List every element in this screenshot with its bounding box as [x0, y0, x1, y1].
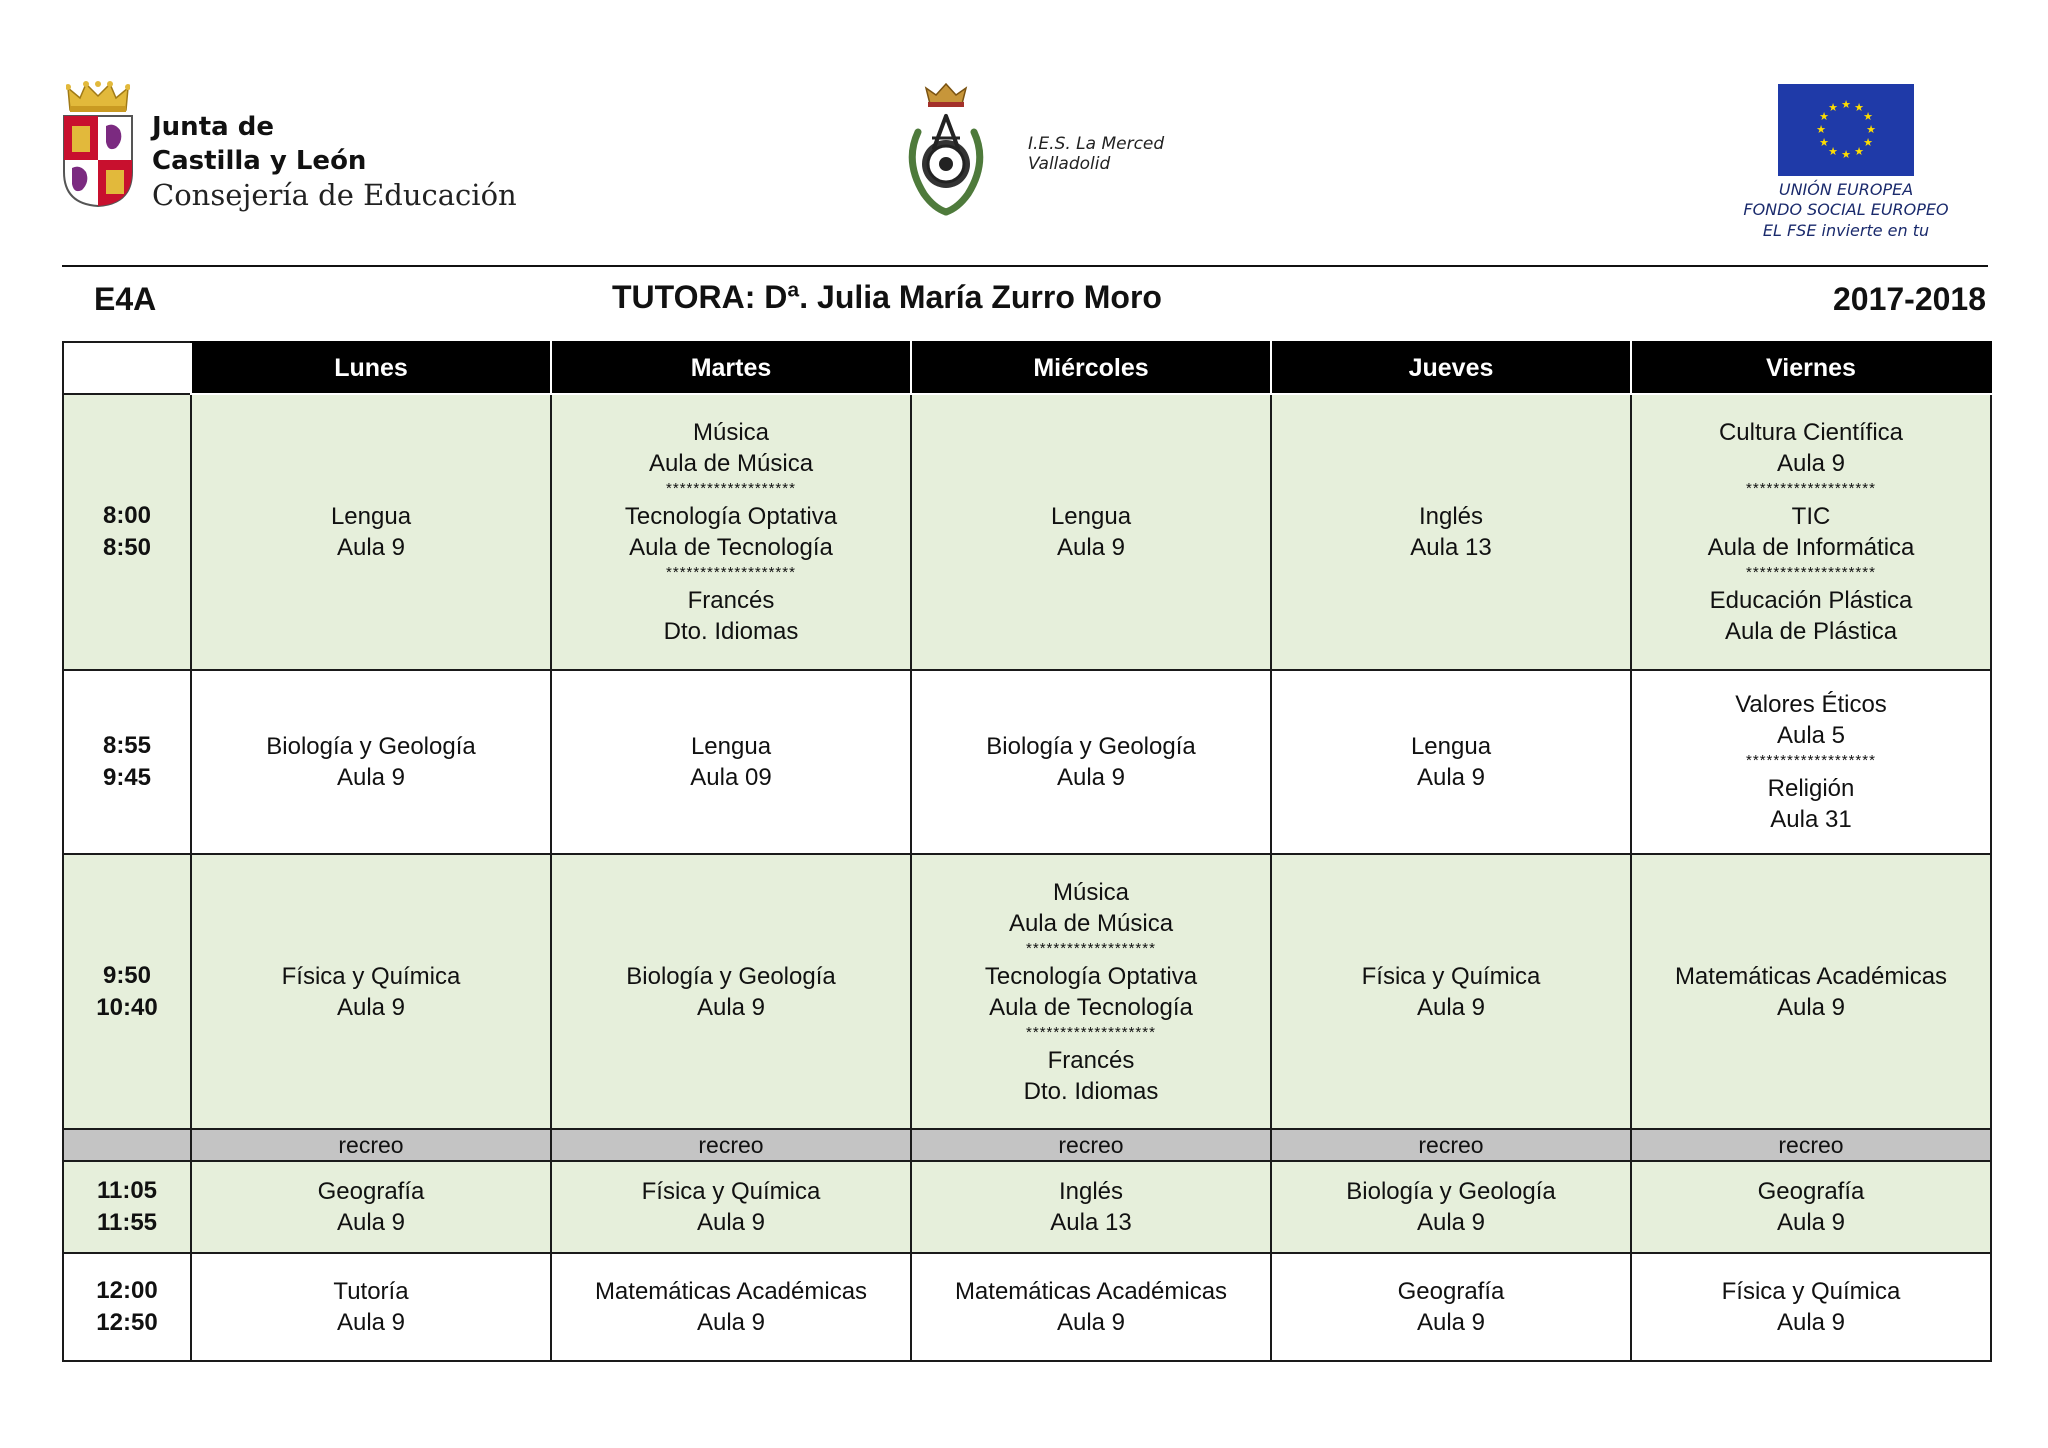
class-cell: [551, 854, 911, 1129]
eu-line-2: FONDO SOCIAL EUROPEO: [1743, 200, 1949, 219]
time-slot-row: [63, 670, 1991, 854]
class-cell: [551, 670, 911, 854]
eu-flag-icon: [1778, 84, 1914, 176]
svg-text:★: ★: [1863, 136, 1873, 149]
day-header-viernes: Viernes: [1631, 342, 1991, 394]
classroom-name: Aula 9: [1056, 534, 1126, 561]
time-cell: [63, 394, 191, 670]
recreo-cell: recreo: [1271, 1129, 1631, 1161]
classroom-name: Aula 9: [1776, 1309, 1846, 1336]
eu-line-1: UNIÓN EUROPEA: [1778, 180, 1914, 199]
class-cell: [191, 1161, 551, 1253]
class-cell: [911, 1161, 1271, 1253]
classroom-name: Aula de Tecnología: [629, 534, 833, 561]
classroom-name: Aula 9: [696, 993, 766, 1021]
class-cell: [1631, 670, 1991, 854]
classroom-name: Aula de Tecnología: [989, 993, 1193, 1021]
slot-start-time: 8:55: [102, 732, 152, 759]
class-cell: [191, 670, 551, 854]
subject-name: Lengua: [1410, 733, 1492, 760]
class-cell: [1271, 1161, 1631, 1253]
option-separator: *******************: [1746, 564, 1876, 581]
classroom-name: Aula 9: [336, 1209, 406, 1236]
class-cell: [551, 1161, 911, 1253]
classroom-name: Aula 9: [1416, 993, 1486, 1021]
svg-text:★: ★: [1841, 148, 1851, 161]
svg-text:★: ★: [1854, 101, 1864, 114]
day-header-jueves: Jueves: [1271, 342, 1631, 394]
recreo-cell: recreo: [551, 1129, 911, 1161]
header-corner: [63, 342, 191, 394]
svg-text:★: ★: [1863, 110, 1873, 123]
slot-end-time: 11:55: [96, 1209, 158, 1236]
jcyl-line-2: Castilla y León: [152, 146, 367, 176]
subject-name: Matemáticas Académicas: [1674, 962, 1948, 990]
class-cell: [551, 394, 911, 670]
day-header-lunes: Lunes: [191, 342, 551, 394]
class-cell: [191, 1253, 551, 1361]
classroom-name: Aula 9: [336, 764, 406, 791]
logo-ies-la-merced: [904, 82, 1204, 222]
slot-start-time: 11:05: [96, 1177, 158, 1204]
classroom-name: Aula 5: [1776, 722, 1846, 749]
ies-city: Valladolid: [1028, 154, 1111, 174]
class-cell: [911, 1253, 1271, 1361]
svg-text:★: ★: [1819, 136, 1829, 149]
timetable: [62, 341, 1992, 1362]
slot-end-time: 12:50: [96, 1309, 158, 1336]
header-divider: [62, 265, 1988, 267]
classroom-name: Aula 09: [690, 764, 772, 791]
time-cell: [63, 1253, 191, 1361]
recreo-cell: recreo: [191, 1129, 551, 1161]
classroom-name: Aula 9: [336, 993, 406, 1021]
group-code: E4A: [94, 281, 157, 317]
subject-name: Música: [692, 419, 770, 446]
classroom-name: Aula 31: [1770, 806, 1852, 833]
subject-name: Geografía: [1397, 1278, 1505, 1305]
subject-name: Tutoría: [333, 1278, 409, 1305]
slot-start-time: 8:00: [102, 502, 152, 529]
subject-name: Lengua: [330, 503, 412, 530]
classroom-name: Aula 9: [1776, 450, 1846, 477]
slot-end-time: 9:45: [102, 764, 152, 791]
classroom-name: Dto. Idiomas: [663, 618, 799, 645]
class-cell: [1271, 670, 1631, 854]
subject-name: Física y Química: [641, 1178, 821, 1205]
subject-name: Matemáticas Académicas: [954, 1278, 1228, 1305]
subject-name: Cultura Científica: [1718, 419, 1904, 446]
day-header-martes: Martes: [551, 342, 911, 394]
svg-text:★: ★: [1819, 110, 1829, 123]
timetable-body: [63, 394, 1991, 1361]
option-separator: *******************: [666, 480, 796, 497]
time-cell: [63, 1161, 191, 1253]
class-cell: [1631, 394, 1991, 670]
option-separator: *******************: [1026, 939, 1156, 957]
time-slot-row: [63, 854, 1991, 1129]
classroom-name: Aula 9: [1056, 764, 1126, 791]
subject-name: Geografía: [1757, 1178, 1865, 1205]
subject-name: Geografía: [317, 1178, 425, 1205]
classroom-name: Dto. Idiomas: [1023, 1077, 1159, 1105]
time-slot-row: [63, 1161, 1991, 1253]
svg-text:★: ★: [1854, 145, 1864, 158]
subject-name: Lengua: [690, 733, 772, 760]
logo-junta-castilla-leon: [62, 80, 517, 212]
class-cell: [191, 854, 551, 1129]
recreo-cell: recreo: [911, 1129, 1271, 1161]
svg-text:★: ★: [1841, 98, 1851, 111]
day-header-miercoles: Miércoles: [911, 342, 1271, 394]
svg-text:★: ★: [1866, 123, 1876, 136]
classroom-name: Aula 9: [336, 534, 406, 561]
school-emblem-icon: [904, 82, 988, 218]
subject-name: Tecnología Optativa: [984, 962, 1198, 990]
subject-name: Biología y Geología: [626, 962, 836, 990]
classroom-name: Aula 13: [1410, 534, 1492, 561]
svg-text:★: ★: [1828, 145, 1838, 158]
recreo-row: [63, 1129, 1991, 1161]
option-separator: *******************: [1746, 480, 1876, 497]
jcyl-line-1: Junta de: [152, 112, 274, 142]
slot-start-time: 12:00: [96, 1277, 158, 1304]
classroom-name: Aula 9: [696, 1209, 766, 1236]
subject-name: Inglés: [1418, 503, 1484, 530]
class-cell: [1271, 1253, 1631, 1361]
subject-name: Matemáticas Académicas: [594, 1278, 868, 1305]
classroom-name: Aula 9: [1056, 1309, 1126, 1336]
jcyl-line-3: Consejería de Educación: [152, 178, 517, 212]
subject-name: Física y Química: [281, 962, 461, 990]
classroom-name: Aula 13: [1050, 1209, 1132, 1236]
classroom-name: Aula 9: [1776, 993, 1846, 1021]
classroom-name: Aula de Música: [648, 450, 814, 477]
option-separator: *******************: [1026, 1023, 1156, 1041]
time-cell: [63, 670, 191, 854]
subject-name: Física y Química: [1721, 1278, 1901, 1305]
classroom-name: Aula de Música: [1008, 909, 1174, 937]
coat-of-arms-icon: [62, 114, 134, 208]
subject-name: Inglés: [1058, 1178, 1124, 1205]
school-year: 2017-2018: [1832, 281, 1986, 317]
time-slot-row: [63, 394, 1991, 670]
classroom-name: Aula 9: [1416, 1309, 1486, 1336]
classroom-name: Aula 9: [1416, 1209, 1486, 1236]
svg-text:★: ★: [1816, 123, 1826, 136]
subject-name: Lengua: [1050, 503, 1132, 530]
classroom-name: Aula 9: [336, 1309, 406, 1336]
classroom-name: Aula 9: [1416, 764, 1486, 791]
class-cell: [911, 394, 1271, 670]
logo-union-europea: [1736, 84, 1956, 244]
recreo-time-cell: [63, 1129, 191, 1161]
class-cell: [911, 670, 1271, 854]
recreo-cell: recreo: [1631, 1129, 1991, 1161]
classroom-name: Aula de Plástica: [1724, 618, 1898, 645]
class-cell: [551, 1253, 911, 1361]
subject-name: Francés: [1047, 1046, 1135, 1074]
class-cell: [911, 854, 1271, 1129]
subject-name: Francés: [687, 587, 775, 614]
svg-text:★: ★: [1828, 101, 1838, 114]
subject-name: Física y Química: [1361, 962, 1541, 990]
time-slot-row: [63, 1253, 1991, 1361]
crown-icon: [66, 80, 130, 114]
subject-name: Biología y Geología: [986, 733, 1196, 760]
class-cell: [1631, 1253, 1991, 1361]
subject-name: Biología y Geología: [1346, 1178, 1556, 1205]
class-cell: [1631, 1161, 1991, 1253]
class-cell: [191, 394, 551, 670]
class-cell: [1631, 854, 1991, 1129]
option-separator: *******************: [1746, 752, 1876, 769]
subject-name: Biología y Geología: [266, 733, 476, 760]
subject-name: Valores Éticos: [1735, 691, 1887, 718]
tutor-title: TUTORA: Dª. Julia María Zurro Moro: [612, 279, 1162, 315]
slot-start-time: 9:50: [102, 961, 152, 989]
slot-end-time: 8:50: [102, 534, 152, 561]
timetable-header-row: [63, 342, 1991, 394]
subject-name: Educación Plástica: [1709, 587, 1913, 614]
subject-name: Religión: [1767, 775, 1855, 802]
time-cell: [63, 854, 191, 1129]
classroom-name: Aula de Informática: [1707, 534, 1915, 561]
subject-name: TIC: [1791, 503, 1831, 530]
classroom-name: Aula 9: [696, 1309, 766, 1336]
class-cell: [1271, 394, 1631, 670]
ies-name: I.E.S. La Merced: [1028, 134, 1165, 154]
option-separator: *******************: [666, 564, 796, 581]
classroom-name: Aula 9: [1776, 1209, 1846, 1236]
class-cell: [1271, 854, 1631, 1129]
subject-name: Música: [1052, 878, 1130, 906]
slot-end-time: 10:40: [96, 993, 158, 1021]
subject-name: Tecnología Optativa: [624, 503, 838, 530]
eu-line-3: EL FSE invierte en tu: [1762, 221, 1930, 240]
